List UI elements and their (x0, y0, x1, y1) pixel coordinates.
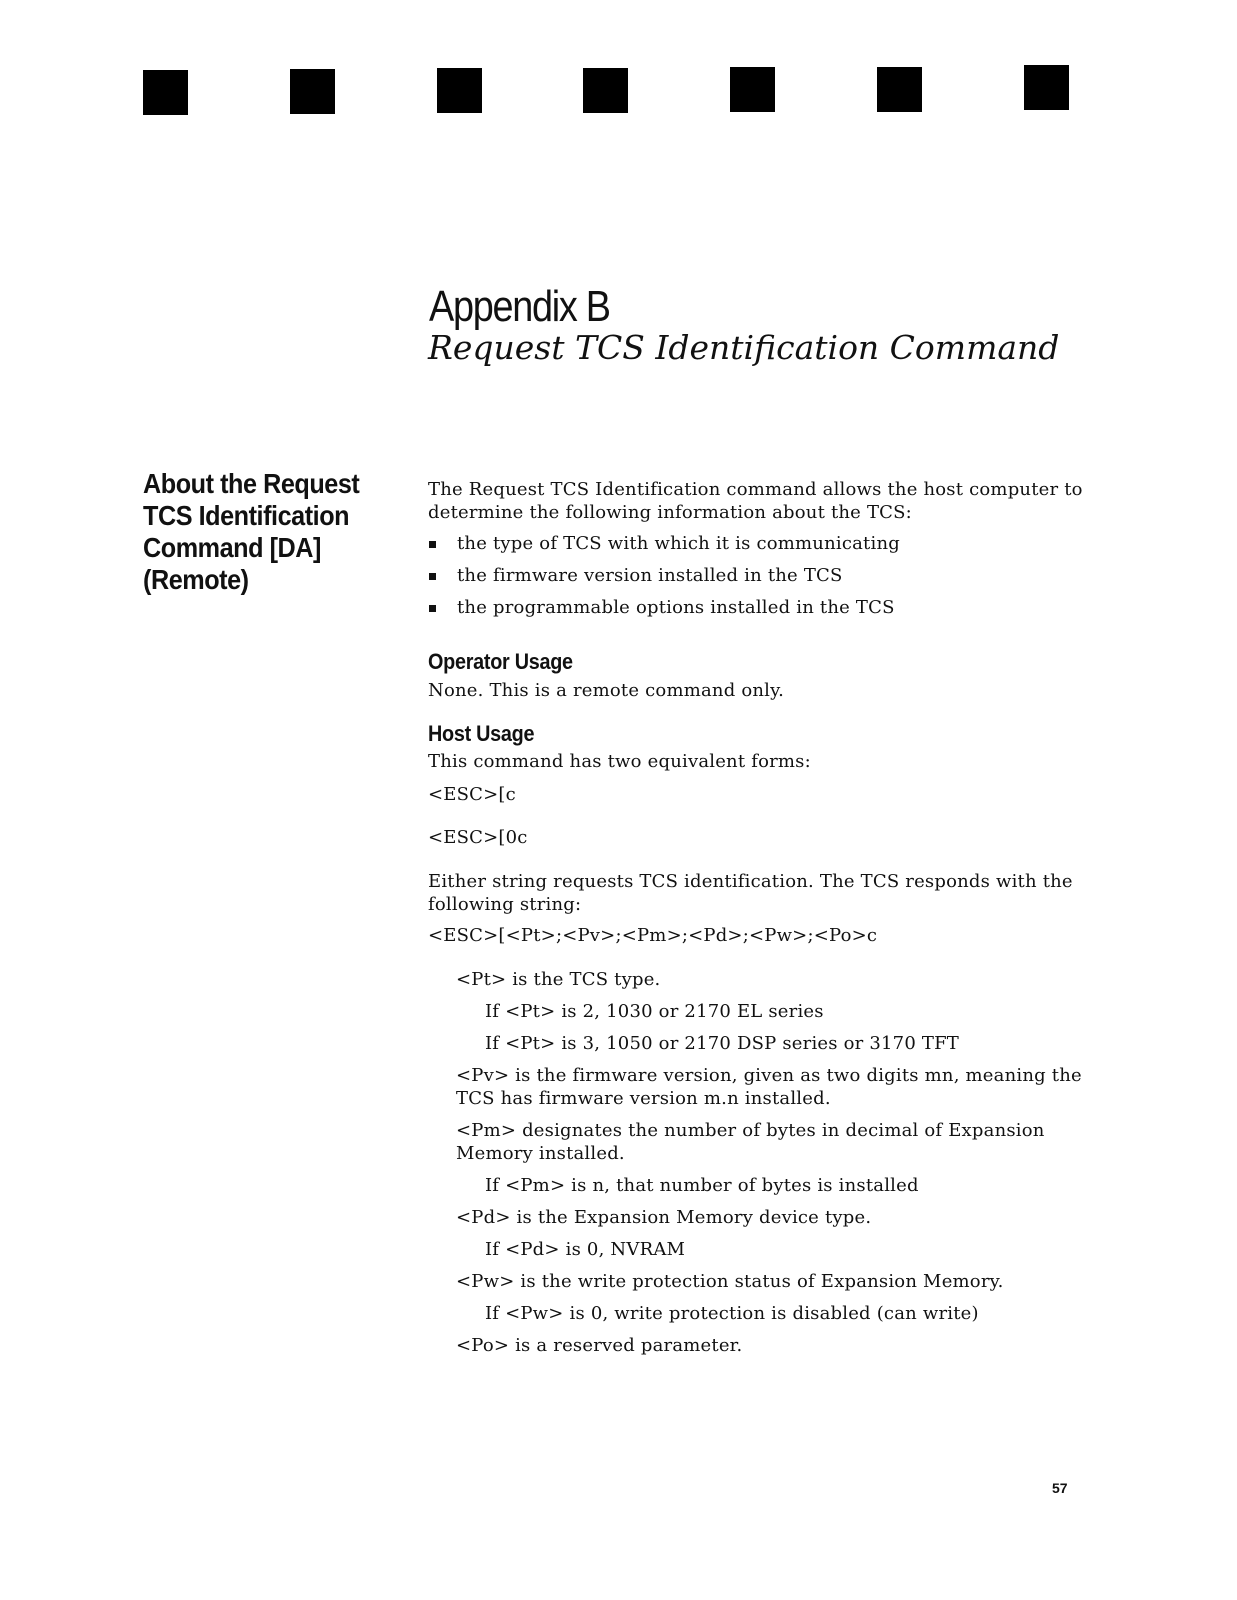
param-pt-if-2: If <Pt> is 3, 1050 or 2170 DSP series or 3170 TFT (485, 1033, 960, 1054)
command-form-1: <ESC>[c (428, 784, 516, 805)
param-pt-if-1: If <Pt> is 2, 1030 or 2170 EL series (485, 1001, 824, 1022)
section-heading: About the Request TCS Identification Command [DA] (Remote) (143, 468, 360, 595)
param-pw-if: If <Pw> is 0, write protection is disabled (can write) (485, 1303, 979, 1324)
host-usage-heading: Host Usage (428, 721, 535, 746)
appendix-title: Appendix B (429, 282, 610, 331)
operator-usage-heading: Operator Usage (428, 649, 573, 674)
header-square (877, 67, 922, 112)
header-square (290, 69, 335, 114)
header-square (143, 70, 188, 115)
header-square (730, 67, 775, 112)
bullet-icon (429, 605, 436, 612)
header-square (437, 68, 482, 113)
main-content (428, 478, 1088, 1357)
response-text: Either string requests TCS identification. The TCS responds with the following string: (428, 871, 1073, 915)
header-square (1024, 65, 1069, 110)
bullet-icon (429, 573, 436, 580)
command-form-2: <ESC>[0c (428, 827, 528, 848)
list-item: the firmware version installed in the TCS (428, 564, 1088, 587)
param-pd-if: If <Pd> is 0, NVRAM (485, 1239, 686, 1260)
header-square (583, 68, 628, 113)
response-string: <ESC>[<Pt>;<Pv>;<Pm>;<Pd>;<Pw>;<Po>c (428, 925, 878, 946)
info-list (428, 532, 1088, 619)
page-number: 57 (1052, 1480, 1068, 1496)
intro-paragraph: The Request TCS Identification command allows the host computer to determine the following information about the TCS: (428, 479, 1083, 523)
list-item: the type of TCS with which it is communicating (428, 532, 1088, 555)
param-pm: <Pm> designates the number of bytes in decimal of Expansion Memory installed. (456, 1120, 1045, 1164)
param-pm-if: If <Pm> is n, that number of bytes is installed (485, 1175, 919, 1196)
bullet-icon (429, 541, 436, 548)
param-pt: <Pt> is the TCS type. (456, 969, 661, 990)
param-pw: <Pw> is the write protection status of Expansion Memory. (456, 1271, 1004, 1292)
operator-usage-text: None. This is a remote command only. (428, 680, 785, 701)
param-po: <Po> is a reserved parameter. (456, 1335, 743, 1356)
param-pv: <Pv> is the firmware version, given as two digits mn, meaning the TCS has firmware version m.n installed. (456, 1065, 1082, 1109)
appendix-subtitle: Request TCS Identification Command (428, 328, 1060, 367)
host-usage-text: This command has two equivalent forms: (428, 751, 811, 772)
list-item: the programmable options installed in the TCS (428, 596, 1088, 619)
param-pd: <Pd> is the Expansion Memory device type. (456, 1207, 872, 1228)
